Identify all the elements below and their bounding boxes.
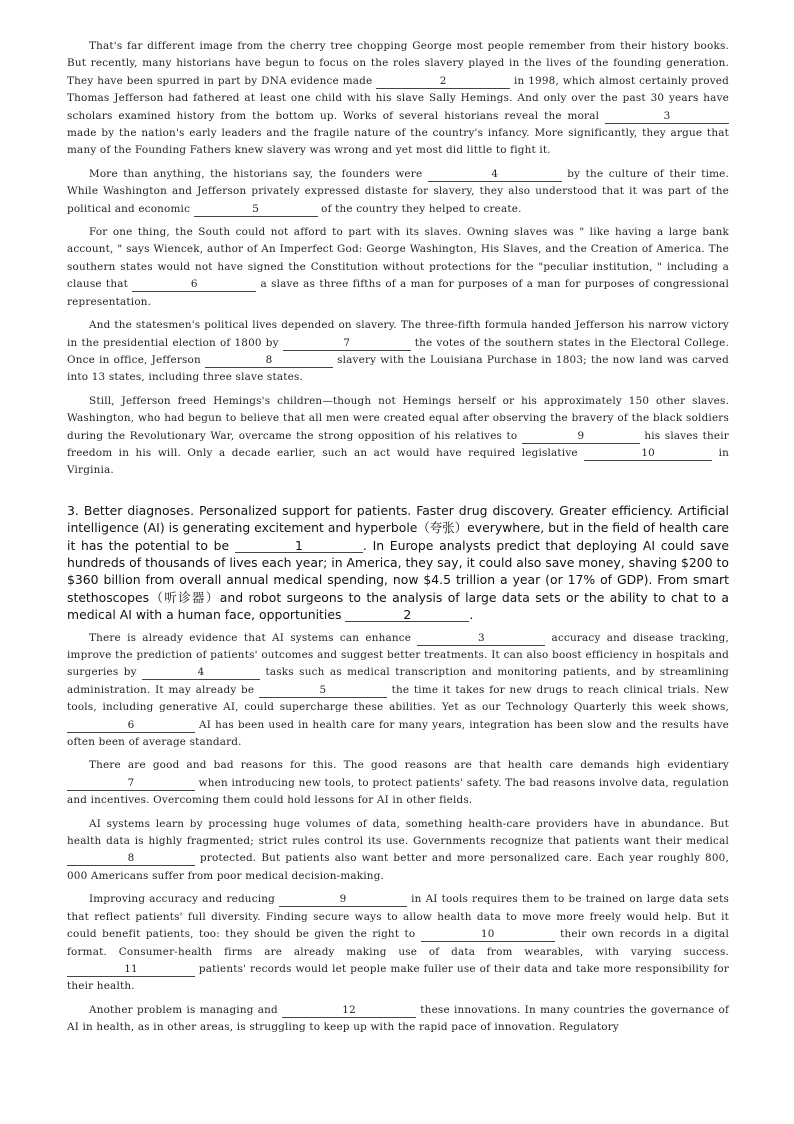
blank-4[interactable]: 4 xyxy=(142,666,260,680)
blank-2[interactable]: 2 xyxy=(345,608,469,622)
blank-4[interactable]: 4 xyxy=(428,168,562,182)
blank-7[interactable]: 7 xyxy=(67,777,195,791)
paragraph-text: by the culture of their time. While Washington and Jefferson privately expressed distaste for slavery, they also understood that it was part of the political and economic xyxy=(67,167,729,215)
blank-6[interactable]: 6 xyxy=(132,278,256,292)
blank-7[interactable]: 7 xyxy=(283,337,411,351)
paragraph-text: 3. Better diagnoses. Personalized support for patients. Faster drug discovery. Greater efficiency. Artificial intelligence (AI) is generating excitement and hyperbole（夸张）everywhere, but in the field of health care it has the potential to be xyxy=(67,502,729,553)
paragraph-text: There are good and bad reasons for this. The good reasons are that health care demands high evidentiary xyxy=(89,759,729,772)
paragraph-text: of the country they helped to create. xyxy=(321,202,522,215)
paragraph-text: patients' records would let people make fuller use of their data and take more responsibility for their health. xyxy=(67,962,729,993)
paragraph xyxy=(67,757,729,809)
question-intro xyxy=(67,502,729,624)
paragraph xyxy=(67,1002,729,1037)
paragraph-text: their own records in a digital format. Consumer-health firms are already making use of data from wearables, with varying success. xyxy=(67,928,729,958)
paragraph-text: tasks such as medical transcription and monitoring patients, and by streamlining administration. It may already be xyxy=(67,666,729,696)
paragraph-text: a slave as three fifths of a man for purposes of a man for purposes of congressional representation. xyxy=(67,278,729,308)
paragraph-text: made by the nation's early leaders and the fragile nature of the country's infancy. More significantly, they argue that many of the Founding Fathers knew slavery was wrong and yet most did little to fight it. xyxy=(67,127,729,157)
paragraph-text: these innovations. In many countries the governance of AI in health, as in other areas, is struggling to keep up with the rapid pace of innovation. Regulatory xyxy=(67,1003,729,1034)
paragraph-text: And the statesmen's political lives depended on slavery. The three-fifth formula handed Jefferson his narrow victory in the presidential election of 1800 by xyxy=(67,319,729,349)
blank-9[interactable]: 9 xyxy=(522,430,640,444)
paragraph-text: . In Europe analysts predict that deploying AI could save hundreds of thousands of lives each year; in America, they say, it could also save money, shaving $200 to $360 billion from overall annual medical spending, now $4.5 trillion a year (or 17% of GDP). From smart stethoscopes（听诊器）and robot surgeons to the analysis of large data sets or the ability to chat to a medical AI with a human face, opportunities xyxy=(67,537,730,623)
paragraph xyxy=(67,816,729,886)
blank-3[interactable]: 3 xyxy=(605,110,729,124)
paragraph xyxy=(67,317,729,387)
blank-8[interactable]: 8 xyxy=(67,852,195,866)
paragraph-text: For one thing, the South could not afford to part with its slaves. Owning slaves was " like having a large bank account, " says Wiencek, author of An Imperfect God: George Washington, His Slaves, and the Creation of America. The southern states would not have signed the Constitution without protections for the "peculiar institution, " including a clause that xyxy=(67,226,729,291)
paragraph xyxy=(67,224,729,311)
paragraph-text: Improving accuracy and reducing xyxy=(89,893,275,906)
blank-12[interactable]: 12 xyxy=(282,1004,416,1018)
blank-10[interactable]: 10 xyxy=(584,447,712,461)
blank-5[interactable]: 5 xyxy=(259,684,387,698)
paragraph-text: That's far different image from the cherry tree chopping George most people remember from their history books. But recently, many historians have begun to focus on the roles slavery played in the lives of the founding generation. They have been spurred in part by DNA evidence made xyxy=(67,40,729,87)
paragraph-text: the time it takes for new drugs to reach clinical trials. New tools, including generative AI, could supercharge these abilities. Yet as our Technology Quarterly this week shows, xyxy=(67,683,729,714)
paragraph-text: the votes of the southern states in the Electoral College. Once in office, Jefferson xyxy=(67,336,729,366)
blank-3[interactable]: 3 xyxy=(417,632,545,646)
paragraph-text: Still, Jefferson freed Hemings's children—though not Hemings herself or his approximately 150 other slaves. Washington, who had begun to believe that all men were created equal after observing the bravery of the black soldiers during the Revolutionary War, overcame the strong opposition of his relatives to xyxy=(67,394,729,442)
document-page xyxy=(67,38,729,1043)
paragraph-text: protected. But patients also want better and more personalized care. Each year roughly 800, 000 Americans suffer from poor medical decision-making. xyxy=(67,852,729,882)
paragraph-text: AI has been used in health care for many years, integration has been slow and the results have often been of average standard. xyxy=(67,718,729,749)
paragraph-text: in Virginia. xyxy=(67,446,729,477)
blank-2[interactable]: 2 xyxy=(376,75,510,89)
paragraph-text: . xyxy=(469,607,474,623)
blank-1[interactable]: 1 xyxy=(235,539,363,553)
blank-11[interactable]: 11 xyxy=(67,963,195,977)
paragraph-text: slavery with the Louisiana Purchase in 1803; the now land was carved into 13 states, including three slave states. xyxy=(67,353,729,384)
paragraph xyxy=(67,393,729,480)
paragraph-text: when introducing new tools, to protect patients' safety. The bad reasons involve data, regulation and incentives. Overcoming them could hold lessons for AI in other fields. xyxy=(67,776,729,807)
paragraph-text: Another problem is managing and xyxy=(89,1003,278,1016)
paragraph-text: More than anything, the historians say, the founders were xyxy=(89,167,423,180)
paragraph xyxy=(67,891,729,995)
blank-8[interactable]: 8 xyxy=(205,354,333,368)
paragraph xyxy=(67,630,729,752)
paragraph-text: his slaves their freedom in his will. Only a decade earlier, such an act would have required legislative xyxy=(67,429,729,459)
paragraph-text: There is already evidence that AI systems can enhance xyxy=(89,631,412,644)
blank-5[interactable]: 5 xyxy=(194,203,318,217)
paragraph-text: AI systems learn by processing huge volumes of data, something health-care providers have in abundance. But health data is highly fragmented; strict rules control its use. Governments recognize that patients want their medical xyxy=(67,817,729,848)
paragraph-text: in 1998, which almost certainly proved Thomas Jefferson had fathered at least one child with his slave Sally Hemings. And only over the past 30 years have scholars examined history from the bottom up. Works of several historians reveal the moral xyxy=(67,74,729,122)
paragraph-text: accuracy and disease tracking, improve the prediction of patients' outcomes and suggest better treatments. It can also boost efficiency in hospitals and surgeries by xyxy=(67,631,729,679)
blank-10[interactable]: 10 xyxy=(421,928,555,942)
paragraph xyxy=(67,38,729,160)
blank-9[interactable]: 9 xyxy=(279,893,407,907)
paragraph xyxy=(67,166,729,218)
paragraph-text: in AI tools requires them to be trained on large data sets that reflect patients' full diversity. Finding secure ways to allow health data to move more freely would help. But it could benefit patients, too: they should be given the right to xyxy=(67,893,729,941)
blank-6[interactable]: 6 xyxy=(67,719,195,733)
